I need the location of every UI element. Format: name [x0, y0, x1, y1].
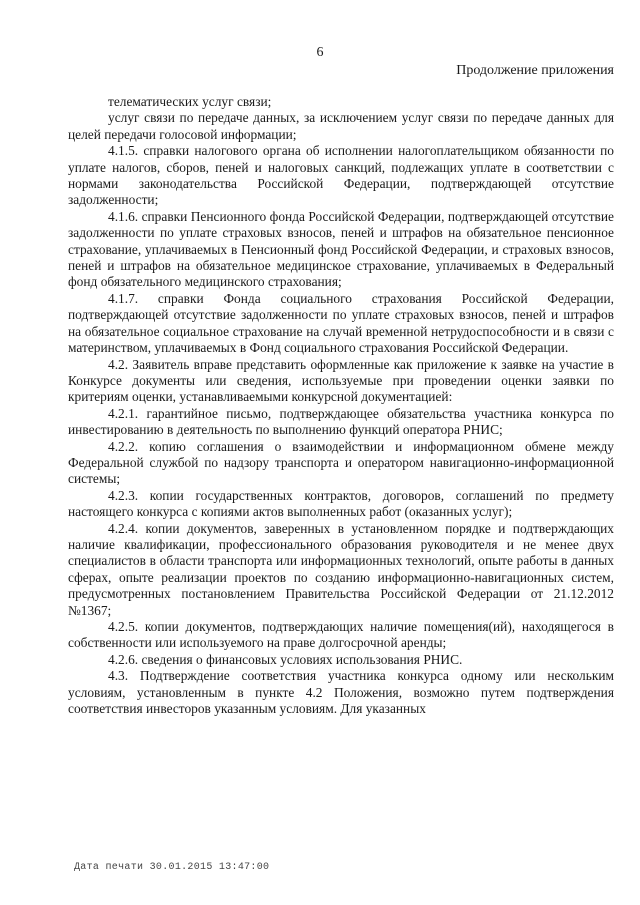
- continuation-label: Продолжение приложения: [456, 63, 614, 78]
- paragraph: услуг связи по передаче данных, за исключением услуг связи по передаче данных для целей передачи голосовой информации;: [68, 110, 614, 142]
- page-number: 6: [316, 45, 324, 60]
- paragraph-4-1-6: 4.1.6. справки Пенсионного фонда Российской Федерации, подтверждающей отсутствие задолженности по уплате страховых взносов, пеней и штрафов на обязательное пенсионное страхование, уплачиваемых в Пенсионный фонд Российской Федерации, и страховых взносов, пеней и штрафов на обязательное медицинское страхование, уплачиваемых в Федеральный фонд обязательного медицинского страхования;: [68, 208, 614, 290]
- paragraph-4-2-1: 4.2.1. гарантийное письмо, подтверждающее обязательства участника конкурса по инвестированию в деятельность по выполнению функций оператора РНИС;: [68, 405, 614, 438]
- paragraph-4-2-2: 4.2.2. копию соглашения о взаимодействии и информационном обмене между Федеральной службой по надзору транспорта и оператором навигационно-информационной системы;: [68, 438, 614, 487]
- paragraph-4-1-7: 4.1.7. справки Фонда социального страхования Российской Федерации, подтверждающей отсутствие задолженности по уплате страховых взносов, пеней и штрафов на обязательное социальное страхование на случай временной нетрудоспособности и в связи с материнством, уплачиваемых в Фонд социального страхования Российской Федерации.: [68, 290, 614, 356]
- document-body: [68, 94, 614, 717]
- paragraph-4-2-4: 4.2.4. копии документов, заверенных в установленном порядке и подтверждающих наличие квалификации, профессионального образования руководителя и не менее двух специалистов в области транспорта или информационных технологий, опыте работы в данных сферах, опыте реализации проектов по созданию информационно-навигационных систем, предусмотренных постановлением Правительства Российской Федерации от 21.12.2012 №1367;: [68, 520, 614, 618]
- paragraph-4-2: 4.2. Заявитель вправе представить оформленные как приложение к заявке на участие в Конкурсе документы или сведения, используемые при проведении оценки заявки по критериям оценки, устанавливаемыми конкурсной документацией:: [68, 356, 614, 405]
- paragraph-4-2-3: 4.2.3. копии государственных контрактов, договоров, соглашений по предмету настоящего конкурса с копиями актов выполненных работ (оказанных услуг);: [68, 487, 614, 520]
- paragraph: телематических услуг связи;: [108, 94, 272, 109]
- paragraph-4-3: 4.3. Подтверждение соответствия участника конкурса одному или нескольким условиям, установленным в пункте 4.2 Положения, возможно путем подтверждения соответствия инвесторов указанным условиям. Для указанных: [68, 668, 614, 717]
- paragraph-4-2-5: 4.2.5. копии документов, подтверждающих наличие помещения(ий), находящегося в собственности или используемого на праве долгосрочной аренды;: [68, 619, 614, 651]
- paragraph-4-1-5: 4.1.5. справки налогового органа об исполнении налогоплательщиком обязанности по уплате налогов, сборов, пеней и налоговых санкций, подлежащих уплате в соответствии с нормами законодательства Российской Федерации, подтверждающей отсутствие задолженности;: [68, 143, 614, 208]
- paragraph-4-2-6: 4.2.6. сведения о финансовых условиях использования РНИС.: [108, 651, 463, 667]
- print-date-footer: Дата печати 30.01.2015 13:47:00: [74, 862, 270, 873]
